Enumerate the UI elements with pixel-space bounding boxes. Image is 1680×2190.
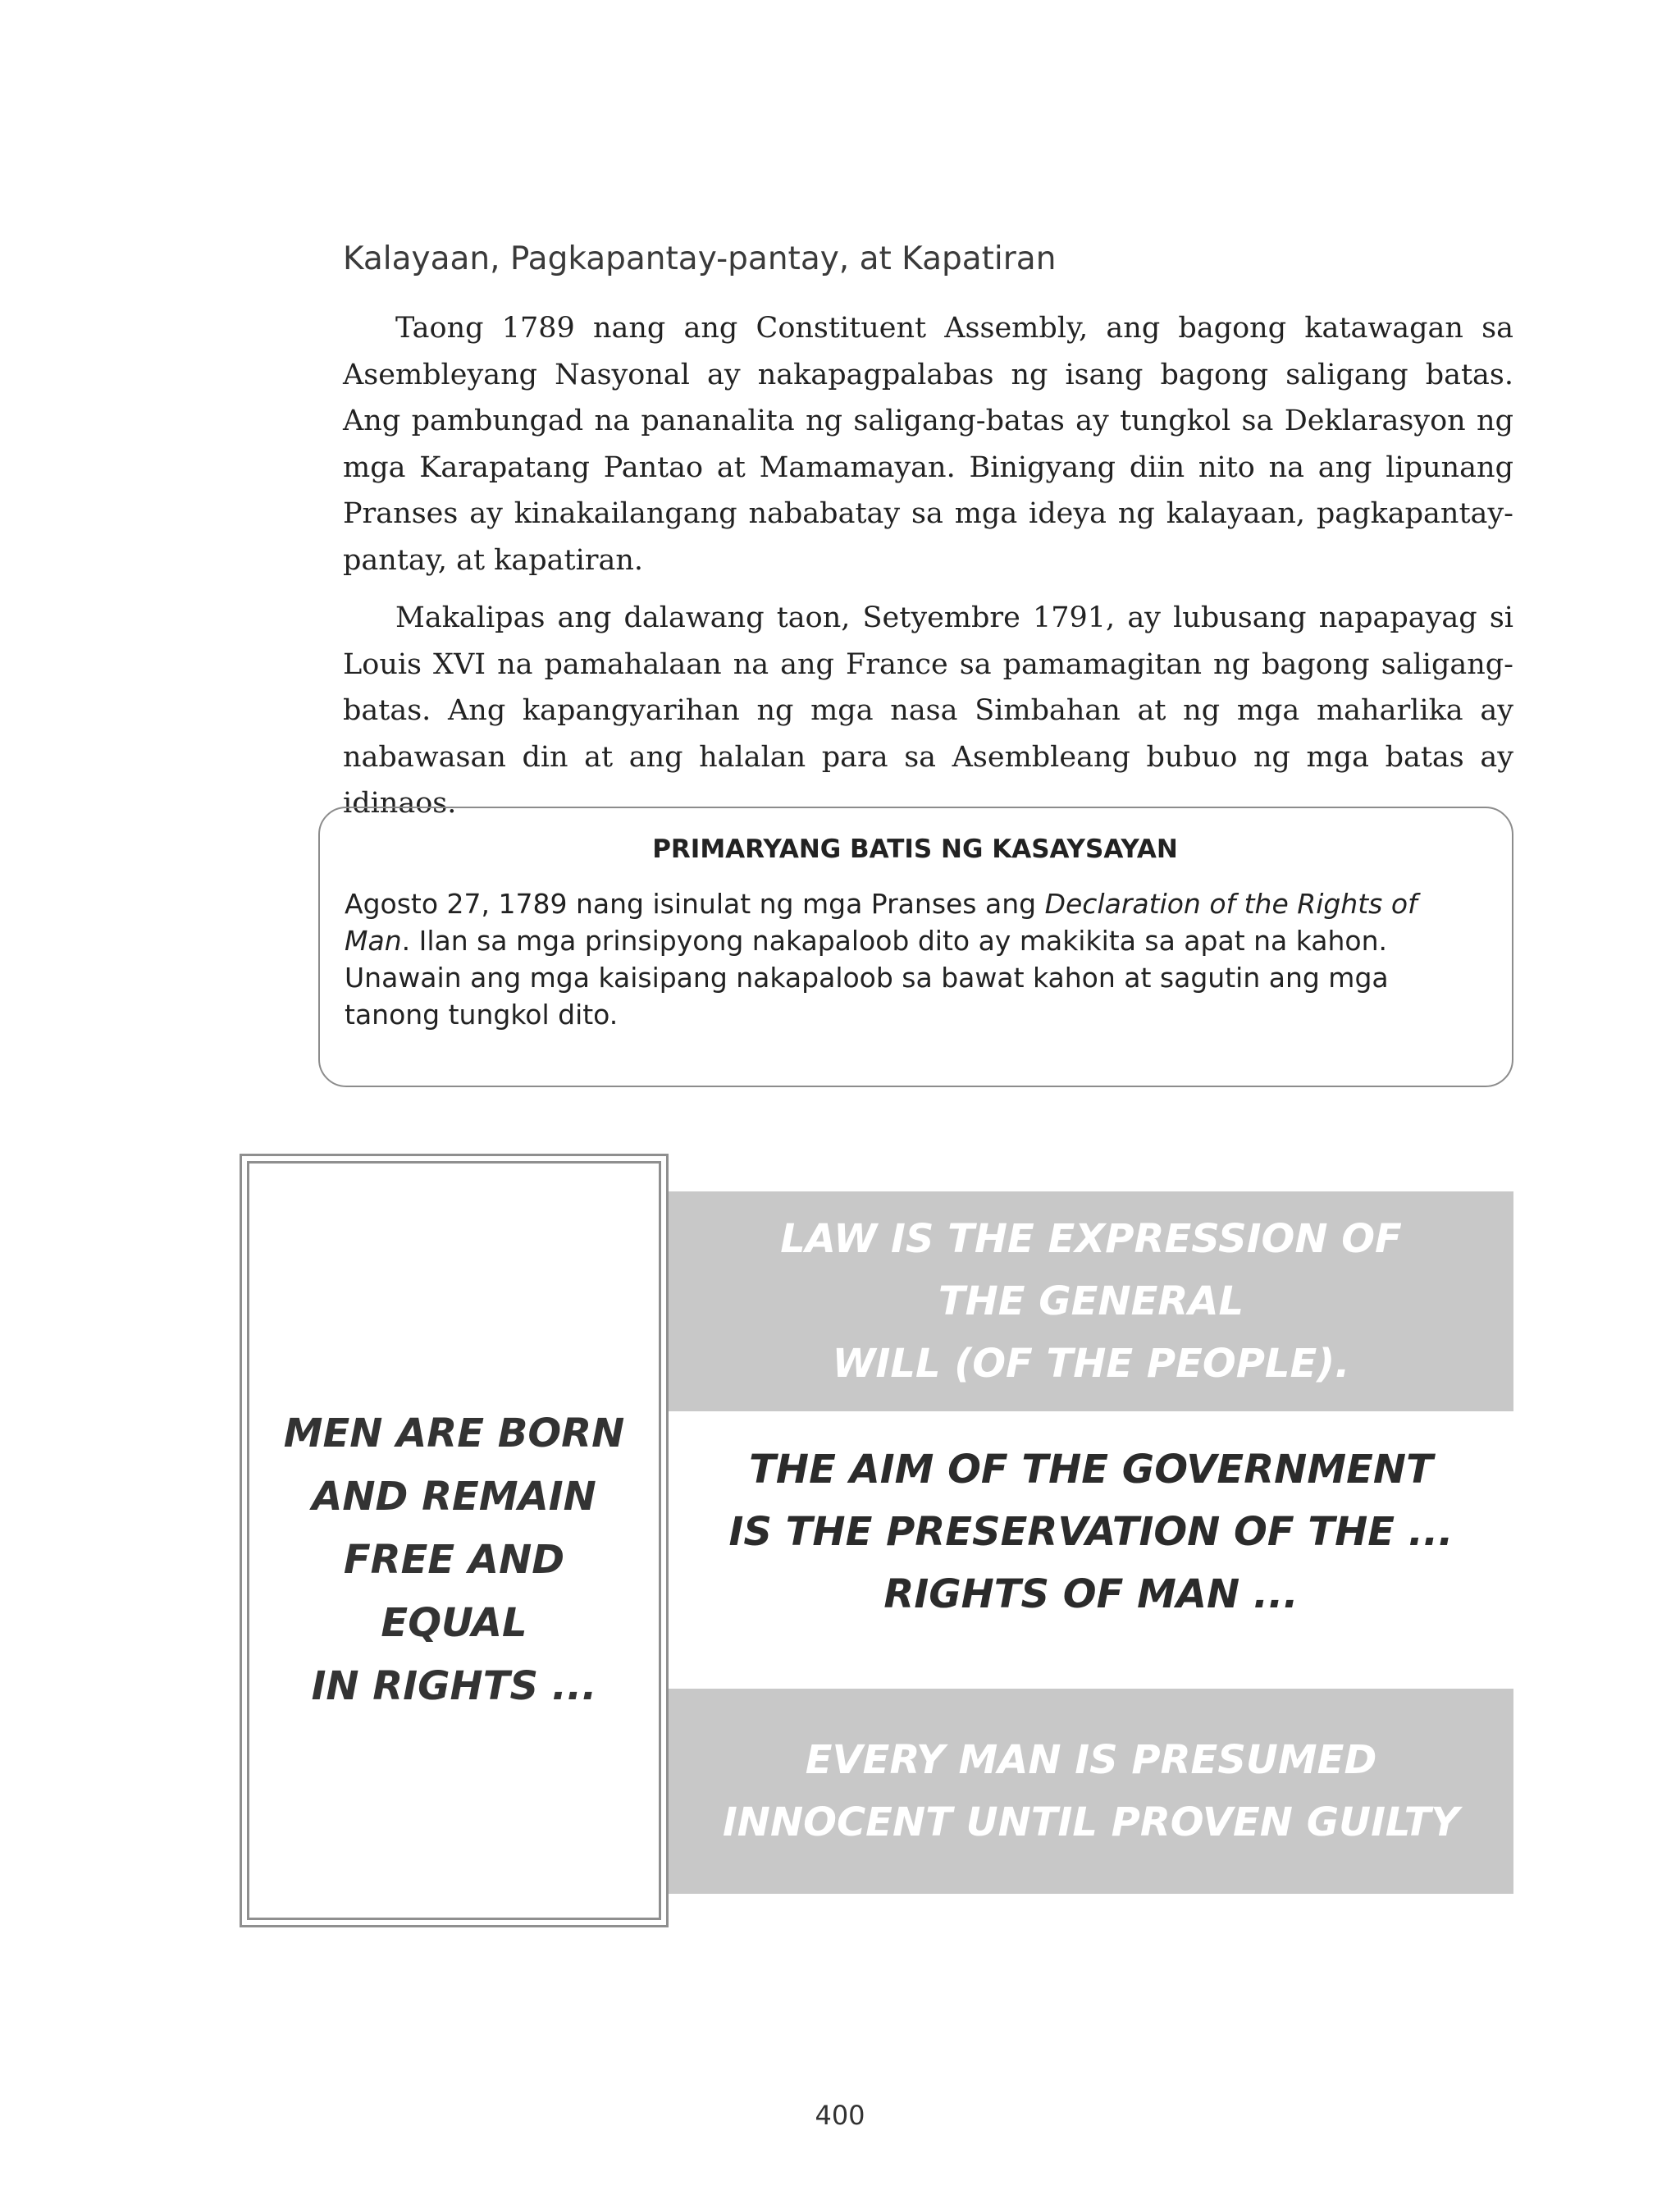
primary-source-text — [345, 885, 1486, 1033]
principle-line: THE GENERAL — [938, 1278, 1244, 1324]
principle-law-text — [780, 1208, 1402, 1395]
primary-source-box — [318, 807, 1513, 1087]
principle-line: RIGHTS OF MAN ... — [883, 1571, 1299, 1617]
section-title: Kalayaan, Pagkapantay-pantay, at Kapatiran — [343, 240, 1057, 277]
principle-line: EVERY MAN IS PRESUMED — [805, 1737, 1377, 1783]
primary-source-heading: PRIMARYANG BATIS NG KASAYSAYAN — [652, 834, 1178, 864]
principle-box-inner-border — [247, 1161, 661, 1920]
principle-line: INNOCENT UNTIL PROVEN GUILTY — [722, 1799, 1460, 1845]
principle-line: WILL (OF THE PEOPLE). — [832, 1341, 1350, 1387]
paragraph-louis-xvi: Makalipas ang dalawang taon, Setyembre 1791, ay lubusang napapayag si Louis XVI na pamahalaan na ang France sa pamamagitan ng bagong saligang-batas. Ang kapangyarihan ng mga nasa Simbahan at ng mga maharlika ay nabawasan din at ang halalan para sa Asembleang bubuo ng mga batas ay idinaos. — [343, 601, 1513, 820]
principle-equal-rights-text — [262, 1402, 647, 1718]
principle-line: EQUAL — [381, 1600, 527, 1646]
principle-line: FREE AND — [343, 1537, 565, 1583]
principle-band-law — [669, 1191, 1513, 1411]
principle-box-equal-rights — [240, 1154, 669, 1927]
principle-line: IN RIGHTS ... — [311, 1663, 597, 1709]
page-number: 400 — [815, 2100, 865, 2131]
declaration-title: Declaration of the Rights of Man — [345, 888, 1418, 957]
principle-line: LAW IS THE EXPRESSION OF — [780, 1216, 1402, 1262]
principle-band-innocence — [669, 1689, 1513, 1894]
source-text-after: . Ilan sa mga prinsipyong nakapaloob dito ay makikita sa apat na kahon. Unawain ang mga kaisipang nakapaloob sa bawat kahon at sagutin ang mga tanong tungkol dito. — [345, 925, 1389, 1031]
principle-innocence-text — [723, 1729, 1459, 1854]
principle-line: THE AIM OF THE GOVERNMENT — [749, 1447, 1433, 1493]
principle-government-text — [729, 1438, 1454, 1625]
principle-line: AND REMAIN — [312, 1474, 596, 1520]
body-text — [343, 305, 1513, 839]
principle-line: MEN ARE BORN — [283, 1410, 625, 1456]
source-text-before: Agosto 27, 1789 nang isinulat ng mga Pranses ang — [345, 888, 1045, 920]
principle-line: IS THE PRESERVATION OF THE ... — [728, 1509, 1454, 1555]
principle-band-government — [669, 1411, 1513, 1689]
paragraph-constituent-assembly: Taong 1789 nang ang Constituent Assembly, ang bagong katawagan sa Asembleyang Nasyonal ay nakapagpalabas ng isang bagong saligang batas. Ang pambungad na pananalita ng saligang-batas ay tungkol sa Deklarasyon ng mga Karapatang Pantao at Mamamayan. Binigyang diin nito na ang lipunang Pranses ay kinakailangang nababatay sa mga ideya ng kalayaan, pagkapantay-pantay, at kapatiran. — [343, 312, 1513, 577]
